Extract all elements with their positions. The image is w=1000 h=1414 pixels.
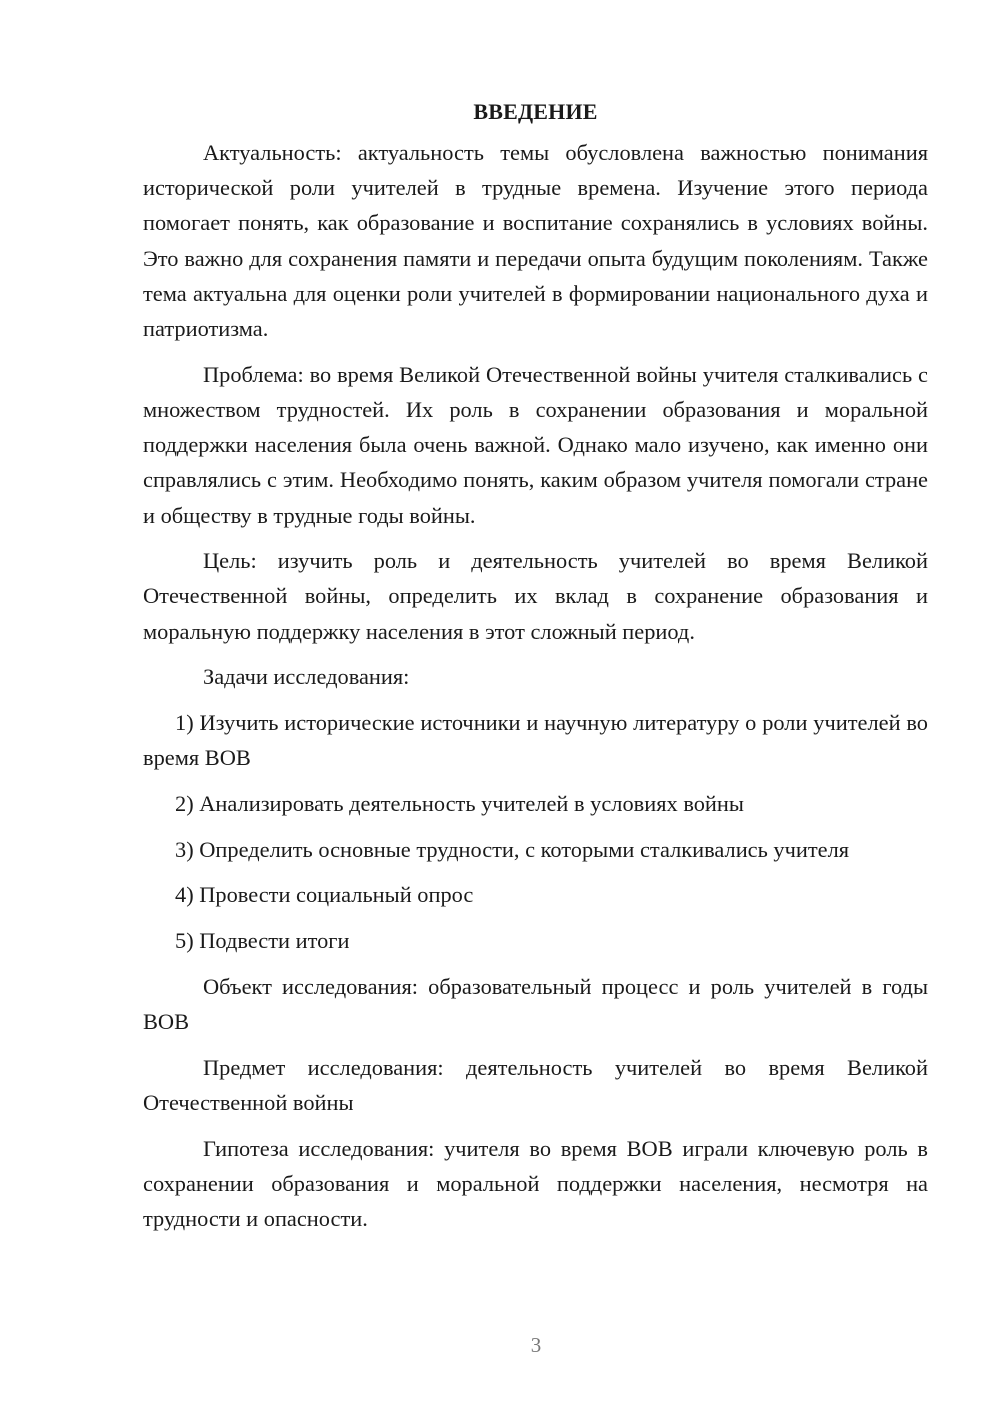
- tasks-heading: Задачи исследования:: [203, 664, 410, 690]
- page-title: ВВЕДЕНИЕ: [473, 99, 598, 124]
- paragraph-problem: Проблема: во время Великой Отечественной войны учителя сталкивались с множеством трудностей. Их роль в сохранении образования и моральной поддержки населения была очень важной. Однако мало изучено, как именно они справлялись с этим. Необходимо понять, каким образом учителя помогали стране и обществу в трудные годы войны.: [143, 361, 928, 528]
- task-item-2: 2) Анализировать деятельность учителей в условиях войны: [175, 790, 744, 816]
- task-item-5: 5) Подвести итоги: [175, 928, 350, 954]
- document-page: [143, 90, 928, 1236]
- page-number: 3: [530, 1333, 542, 1357]
- paragraph-goal: Цель: изучить роль и деятельность учителей во время Великой Отечественной войны, определить их вклад в сохранение образования и моральную поддержку населения в этот сложный период.: [143, 548, 928, 644]
- paragraph-hypothesis: Гипотеза исследования: учителя во время ВОВ играли ключевую роль в сохранении образования и моральной поддержки населения, несмотря на трудности и опасности.: [143, 1135, 928, 1231]
- paragraph-subject: Предмет исследования: деятельность учителей во время Великой Отечественной войны: [143, 1054, 928, 1115]
- task-item-1: 1) Изучить исторические источники и научную литературу о роли учителей во время ВОВ: [143, 710, 928, 771]
- task-item-4: 4) Провести социальный опрос: [175, 882, 474, 908]
- task-item-3: 3) Определить основные трудности, с которыми сталкивались учителя: [175, 836, 850, 862]
- paragraph-relevance: Актуальность: актуальность темы обусловлена важностью понимания исторической роли учителей в трудные времена. Изучение этого периода помогает понять, как образование и воспитание сохранялись в условиях войны. Это важно для сохранения памяти и передачи опыта будущим поколениям. Также тема актуальна для оценки роли учителей в формировании национального духа и патриотизма.: [143, 140, 928, 342]
- paragraph-object: Объект исследования: образовательный процесс и роль учителей в годы ВОВ: [143, 973, 928, 1034]
